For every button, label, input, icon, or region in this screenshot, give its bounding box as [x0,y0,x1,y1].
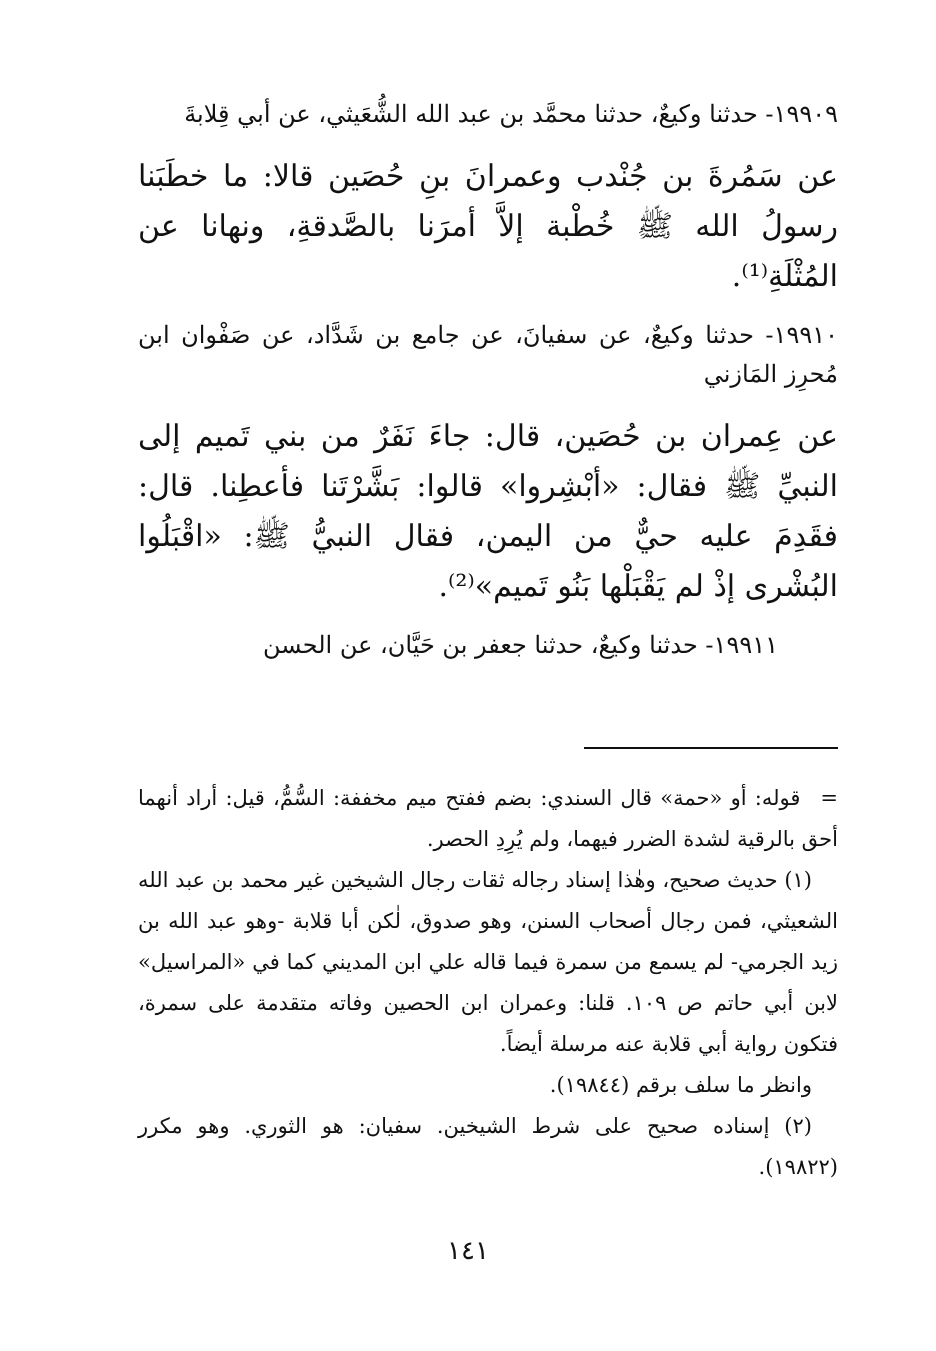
page-number: ١٤١ [447,1236,489,1266]
footnote-2: (٢) إسناده صحيح على شرط الشيخين. سفيان: هو الثوري. وهو مكرر (١٩٨٢٢). [138,1114,838,1179]
footnote-continuation-text: قوله: أو «حمة» قال السندي: بضم ففتح ميم مخففة: السُّمُّ، قيل: أراد أنهما أحق بالرقية لشدة الضرر فيهما، ولم يُرِدِ الحصر. [138,786,838,851]
footnotes [138,778,838,1188]
footnote-1: (١) حديث صحيح، وهٰذا إسناد رجاله ثقات رجال الشيخين غير محمد بن عبد الله الشعيثي، فمن رجال أصحاب السنن، وهو صدوق، لٰكن أبا قلابة -وهو عبد الله بن زيد الجرمي- لم يسمع من سمرة فيما قاله علي ابن المديني كما في «المراسيل» لابن أبي حاتم ص ١٠٩. قلنا: وعمران ابن الحصين وفاته متقدمة على سمرة، فتكون رواية أبي قلابة عنه مرسلة أيضاً. [138,868,838,1056]
hadith-19910-sanad: ١٩٩١٠- حدثنا وكيعٌ، عن سفيانَ، عن جامع بن شَدَّاد، عن صَفْوان ابن مُحرِز المَازني [138,321,838,388]
hadith-19909-matn: عن سَمُرةَ بن جُنْدب وعمرانَ بنِ حُصَين قالا: ما خطَبَنا رسولُ الله ﷺ خُطْبة إلاَّ أمرَنا بالصَّدقةِ، ونهانا عن المُثْلَةِ⁽¹⁾. [138,159,838,294]
continuation-mark: = [820,786,838,810]
hadith-19910-matn: عن عِمران بن حُصَين، قال: جاءَ نَفَرٌ من بني تَميم إلى النبيِّ ﷺ فقال: «أبْشِروا» قالوا: بَشَّرْتَنا فأعطِنا. قال: فقَدِمَ عليه حيٌّ من اليمن، فقال النبيُّ ﷺ: «اقْبَلُوا البُشْرى إذْ لم يَقْبَلْها بَنُو تَميم»⁽²⁾. [138,419,838,604]
footnote-continuation [138,778,838,860]
hadith-19911-sanad: ١٩٩١١- حدثنا وكيعٌ، حدثنا جعفر بن حَيَّان، عن الحسن [263,631,778,659]
hadith-19909-sanad: ١٩٩٠٩- حدثنا وكيعٌ، حدثنا محمَّد بن عبد الله الشُّعَيثي، عن أبي قِلابةَ [184,100,838,128]
main-text [138,95,838,665]
footnote-1-see-also: وانظر ما سلف برقم (١٩٨٤٤). [549,1073,812,1097]
footnote-separator [584,747,838,749]
